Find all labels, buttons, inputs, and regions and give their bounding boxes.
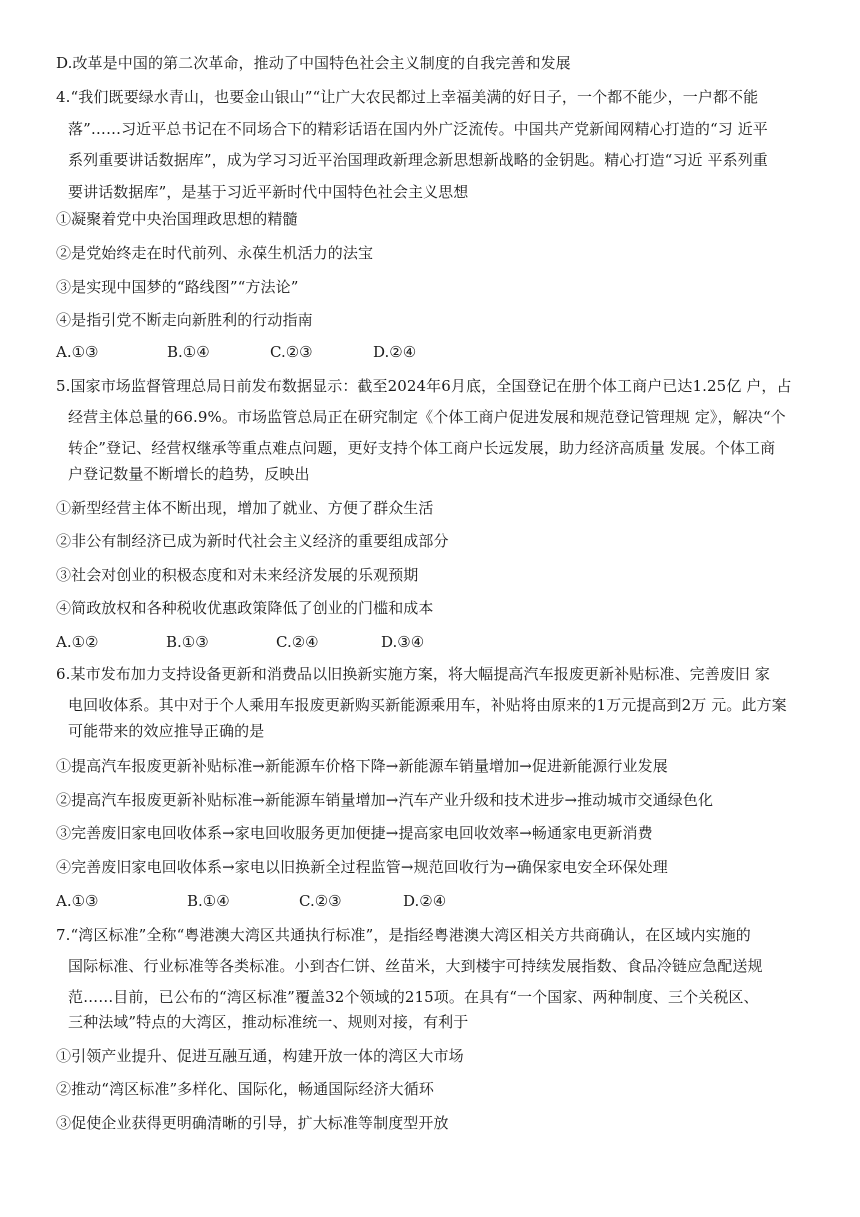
question-7-statement-3: ③促使企业获得更明确清晰的引导，扩大标准等制度型开放 bbox=[56, 1114, 449, 1132]
choice-b: B.①④ bbox=[167, 343, 210, 361]
question-6-statement-1: ①提高汽车报废更新补贴标准→新能源车价格下降→新能源车销量增加→促进新能源行业发展 bbox=[56, 757, 668, 775]
choice-a: A.①② bbox=[56, 633, 99, 651]
question-4-choices bbox=[56, 341, 816, 363]
question-6-statement-2: ②提高汽车报废更新补贴标准→新能源车销量增加→汽车产业升级和技术进步→推动城市交通绿色化 bbox=[56, 791, 714, 809]
question-5-stem-line: 经营主体总量的66.9%。市场监管总局正在研究制定《个体工商户促进发展和规范登记管理规 定》，解决“个 bbox=[68, 408, 786, 426]
question-6-statement-3: ③完善废旧家电回收体系→家电回收服务更加便捷→提高家电回收效率→畅通家电更新消费 bbox=[56, 824, 653, 842]
question-4-statement-3: ③是实现中国梦的“路线图”“方法论” bbox=[56, 278, 299, 296]
question-5-statement-3: ③社会对创业的积极态度和对未来经济发展的乐观预期 bbox=[56, 566, 419, 584]
choice-d: D.②④ bbox=[373, 343, 417, 361]
choice-c: C.②③ bbox=[270, 343, 313, 361]
question-6-choices bbox=[56, 890, 816, 912]
question-5-statement-4: ④简政放权和各种税收优惠政策降低了创业的门槛和成本 bbox=[56, 599, 434, 617]
question-5-stem-line: 户登记数量不断增长的趋势，反映出 bbox=[68, 465, 310, 483]
choice-c: C.②④ bbox=[276, 633, 319, 651]
question-5-stem-line: 转企”登记、经营权继承等重点难点问题，更好支持个体工商户长远发展，助力经济高质量 发展。个体工商 bbox=[68, 439, 776, 457]
choice-d: D.③④ bbox=[381, 633, 425, 651]
question-7-stem-line: 范……目前，已公布的“湾区标准”覆盖32个领域的215项。在具有“一个国家、两种制度、三个关税区、 bbox=[68, 988, 759, 1006]
question-4-statement-1: ①凝聚着党中央治国理政思想的精髓 bbox=[56, 210, 298, 228]
question-6-stem-line: 可能带来的效应推导正确的是 bbox=[68, 722, 265, 740]
question-5-statement-1: ①新型经营主体不断出现，增加了就业、方便了群众生活 bbox=[56, 499, 434, 517]
choice-b: B.①③ bbox=[166, 633, 209, 651]
question-4-statement-4: ④是指引党不断走向新胜利的行动指南 bbox=[56, 311, 313, 329]
question-7-stem-line: 国际标准、行业标准等各类标准。小到杏仁饼、丝苗米，大到楼宇可持续发展指数、食品冷链应急配送规 bbox=[68, 957, 763, 975]
choice-a: A.①③ bbox=[56, 343, 99, 361]
question-5-choices bbox=[56, 631, 816, 653]
question-5-statement-2: ②非公有制经济已成为新时代社会主义经济的重要组成部分 bbox=[56, 532, 449, 550]
question-4-stem-line: 要讲话数据库”，是基于习近平新时代中国特色社会主义思想 bbox=[68, 183, 469, 201]
choice-b: B.①④ bbox=[187, 892, 230, 910]
question-7-stem-line: 三种法域”特点的大湾区，推动标准统一、规则对接，有利于 bbox=[68, 1013, 469, 1031]
choice-d: D.②④ bbox=[403, 892, 447, 910]
question-7-statement-1: ①引领产业提升、促进互融互通，构建开放一体的湾区大市场 bbox=[56, 1047, 464, 1065]
question-5-stem-line: 5.国家市场监督管理总局日前发布数据显示：截至2024年6月底，全国登记在册个体工商户已达1.25亿 户，占 bbox=[56, 377, 792, 395]
choice-a: A.①③ bbox=[56, 892, 99, 910]
question-4-stem-line: 系列重要讲话数据库”，成为学习习近平治国理政新理念新思想新战略的金钥匙。精心打造“习近 平系列重 bbox=[68, 151, 768, 169]
question-6-stem-line: 6.某市发布加力支持设备更新和消费品以旧换新实施方案，将大幅提高汽车报废更新补贴标准、完善废旧 家 bbox=[56, 665, 770, 683]
question-4-stem-line: 落”……习近平总书记在不同场合下的精彩话语在国内外广泛流传。中国共产党新闻网精心打造的“习 近平 bbox=[68, 120, 768, 138]
option-d-prev-question: D.改革是中国的第二次革命，推动了中国特色社会主义制度的自我完善和发展 bbox=[56, 54, 571, 72]
question-7-stem-line: 7.“湾区标准”全称“粤港澳大湾区共通执行标准”，是指经粤港澳大湾区相关方共商确认，在区域内实施的 bbox=[56, 926, 751, 944]
question-6-statement-4: ④完善废旧家电回收体系→家电以旧换新全过程监管→规范回收行为→确保家电安全环保处理 bbox=[56, 858, 668, 876]
question-4-stem-line: 4.“我们既要绿水青山，也要金山银山”“让广大农民都过上幸福美满的好日子，一个都不能少，一户都不能 bbox=[56, 88, 759, 106]
question-6-stem-line: 电回收体系。其中对于个人乘用车报废更新购买新能源乘用车，补贴将由原来的1万元提高到2万 元。此方案 bbox=[68, 696, 787, 714]
question-4-statement-2: ②是党始终走在时代前列、永葆生机活力的法宝 bbox=[56, 244, 374, 262]
choice-c: C.②③ bbox=[299, 892, 342, 910]
question-7-statement-2: ②推动“湾区标准”多样化、国际化，畅通国际经济大循环 bbox=[56, 1080, 434, 1098]
